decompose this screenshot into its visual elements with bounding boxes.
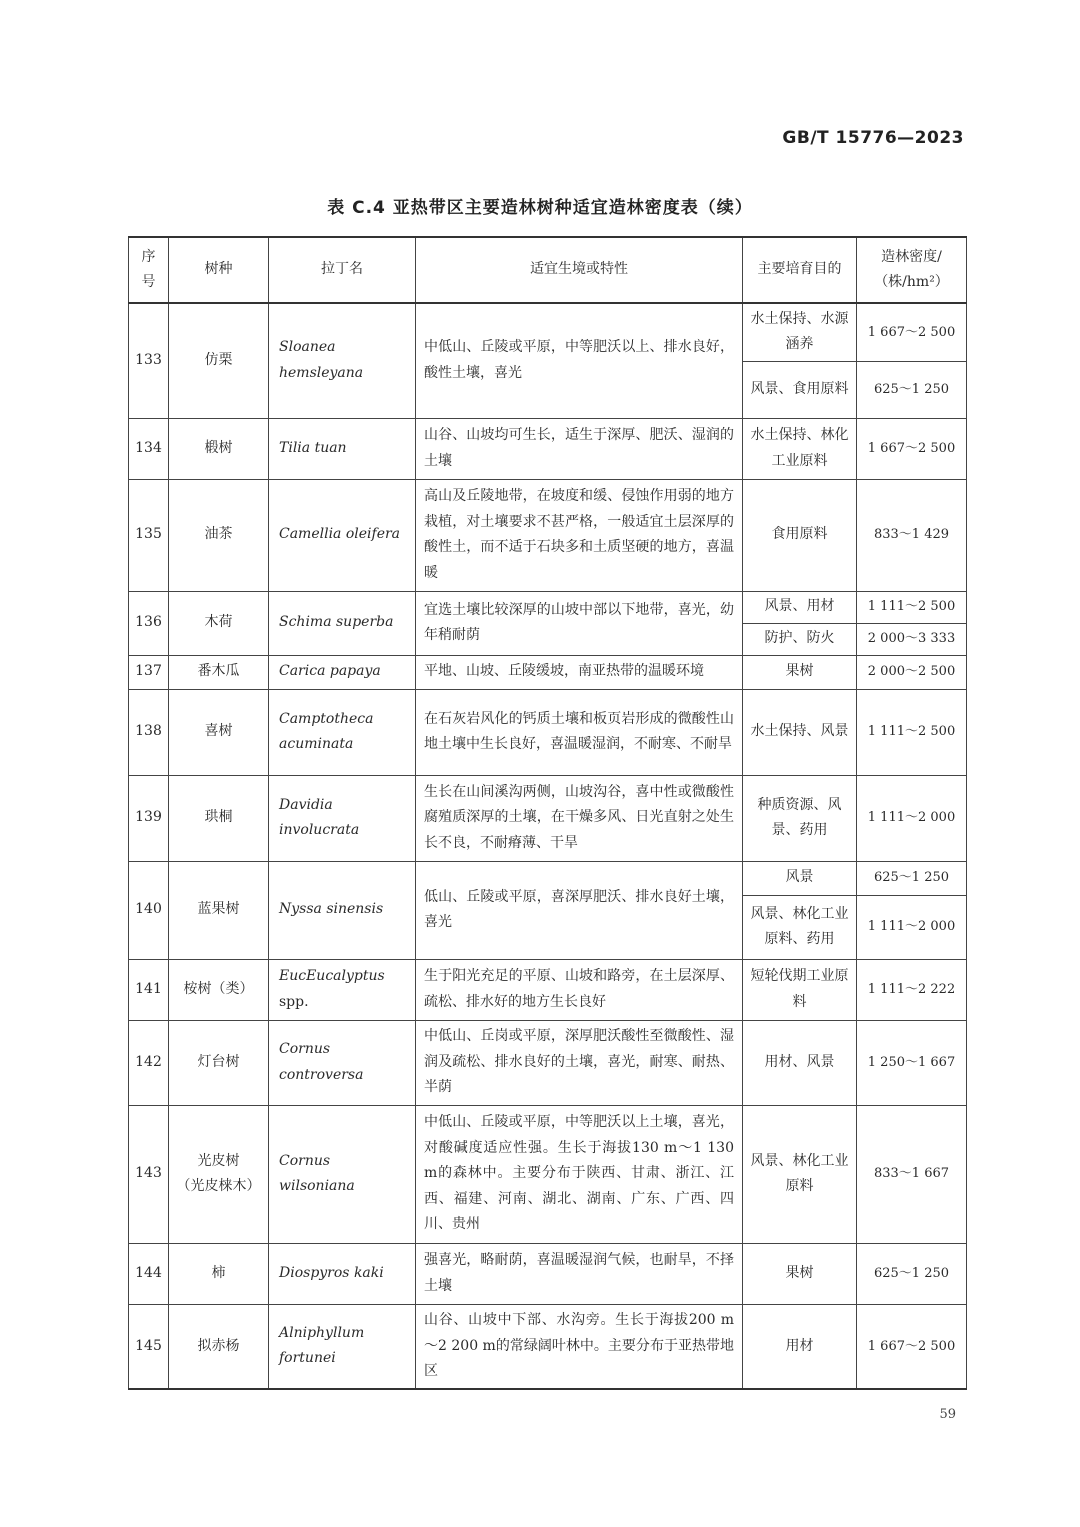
row-purpose: 防护、防火 bbox=[743, 623, 857, 655]
row-purpose: 水土保持、风景 bbox=[743, 689, 857, 775]
row-latin: Cornus controversa bbox=[269, 1020, 416, 1105]
row-species: 柿 bbox=[169, 1243, 269, 1304]
row-latin: Carica papaya bbox=[269, 655, 416, 689]
table-row bbox=[129, 591, 967, 623]
row-habitat: 山谷、山坡均可生长，适生于深厚、肥沃、湿润的土壤 bbox=[416, 418, 743, 479]
row-latin: Nyssa sinensis bbox=[269, 861, 416, 959]
latin-genus: EucEucalyptus bbox=[279, 968, 385, 984]
row-no: 144 bbox=[129, 1243, 169, 1304]
row-no: 137 bbox=[129, 655, 169, 689]
row-density: 1 111～2 000 bbox=[857, 775, 967, 861]
table-row bbox=[129, 418, 967, 479]
col-header-purpose: 主要培育目的 bbox=[743, 237, 857, 303]
row-density: 2 000～2 500 bbox=[857, 655, 967, 689]
row-density: 1 250～1 667 bbox=[857, 1020, 967, 1105]
species-name: 光皮树 bbox=[197, 1152, 240, 1169]
row-no: 134 bbox=[129, 418, 169, 479]
row-latin: Tilia tuan bbox=[269, 418, 416, 479]
col-header-latin: 拉丁名 bbox=[269, 237, 416, 303]
row-purpose: 食用原料 bbox=[743, 479, 857, 591]
row-purpose: 风景、林化工业原料、药用 bbox=[743, 895, 857, 959]
row-no: 135 bbox=[129, 479, 169, 591]
row-density: 833～1 429 bbox=[857, 479, 967, 591]
col-header-habitat: 适宜生境或特性 bbox=[416, 237, 743, 303]
row-purpose: 水土保持、水源涵养 bbox=[743, 303, 857, 361]
col-header-density-line1: 造林密度/ bbox=[881, 248, 942, 265]
row-no: 143 bbox=[129, 1105, 169, 1243]
row-habitat: 中低山、丘岗或平原，深厚肥沃酸性至微酸性、湿润及疏松、排水良好的土壤，喜光，耐寒、耐热、半荫 bbox=[416, 1020, 743, 1105]
table-row bbox=[129, 861, 967, 895]
col-header-density-line2: （株/hm²） bbox=[874, 274, 949, 290]
row-latin: Camptotheca acuminata bbox=[269, 689, 416, 775]
row-purpose: 用材、风景 bbox=[743, 1020, 857, 1105]
species-alias: （光皮梾木） bbox=[176, 1178, 261, 1194]
row-species: 珙桐 bbox=[169, 775, 269, 861]
col-header-no: 序号 bbox=[129, 237, 169, 303]
row-species: 椴树 bbox=[169, 418, 269, 479]
latin-spp: spp. bbox=[279, 993, 309, 1010]
row-no: 145 bbox=[129, 1304, 169, 1389]
row-species: 喜树 bbox=[169, 689, 269, 775]
row-no: 133 bbox=[129, 303, 169, 418]
row-latin: Sloanea hemsleyana bbox=[269, 303, 416, 418]
row-purpose: 风景、用材 bbox=[743, 591, 857, 623]
row-density: 1 111～2 500 bbox=[857, 591, 967, 623]
row-purpose: 风景、食用原料 bbox=[743, 361, 857, 418]
table-row bbox=[129, 1105, 967, 1243]
row-latin: Davidia involucrata bbox=[269, 775, 416, 861]
row-species: 油茶 bbox=[169, 479, 269, 591]
row-density: 1 667～2 500 bbox=[857, 1304, 967, 1389]
row-habitat: 生长在山间溪沟两侧，山坡沟谷，喜中性或微酸性腐殖质深厚的土壤，在干燥多风、日光直射之处生长不良，不耐瘠薄、干旱 bbox=[416, 775, 743, 861]
table-row bbox=[129, 303, 967, 361]
table-header-row bbox=[129, 237, 967, 303]
row-no: 142 bbox=[129, 1020, 169, 1105]
row-species: 灯台树 bbox=[169, 1020, 269, 1105]
row-species: 桉树（类） bbox=[169, 959, 269, 1020]
table-row bbox=[129, 775, 967, 861]
row-species: 仿栗 bbox=[169, 303, 269, 418]
row-species: 木荷 bbox=[169, 591, 269, 655]
row-density: 625～1 250 bbox=[857, 861, 967, 895]
row-latin: Alniphyllum fortunei bbox=[269, 1304, 416, 1389]
table-row bbox=[129, 1020, 967, 1105]
table-row bbox=[129, 1243, 967, 1304]
table-row bbox=[129, 655, 967, 689]
row-habitat: 平地、山坡、丘陵缓坡，南亚热带的温暖环境 bbox=[416, 655, 743, 689]
row-no: 140 bbox=[129, 861, 169, 959]
row-density: 1 667～2 500 bbox=[857, 303, 967, 361]
row-habitat: 中低山、丘陵或平原，中等肥沃以上、排水良好，酸性土壤，喜光 bbox=[416, 303, 743, 418]
row-habitat: 山谷、山坡中下部、水沟旁。生长于海拔200 m～2 200 m的常绿阔叶林中。主要分布于亚热带地区 bbox=[416, 1304, 743, 1389]
row-no: 136 bbox=[129, 591, 169, 655]
row-density: 1 111～2 500 bbox=[857, 689, 967, 775]
row-purpose: 短轮伐期工业原料 bbox=[743, 959, 857, 1020]
row-latin bbox=[269, 959, 416, 1020]
row-latin: Cornus wilsoniana bbox=[269, 1105, 416, 1243]
standard-code: GB/T 15776—2023 bbox=[782, 128, 964, 148]
row-habitat: 生于阳光充足的平原、山坡和路旁，在土层深厚、疏松、排水好的地方生长良好 bbox=[416, 959, 743, 1020]
afforestation-density-table bbox=[128, 236, 967, 1390]
row-no: 138 bbox=[129, 689, 169, 775]
row-habitat: 中低山、丘陵或平原，中等肥沃以上土壤，喜光，对酸碱度适应性强。生长于海拔130 m～1 130 m的森林中。主要分布于陕西、甘肃、浙江、江西、福建、河南、湖北、湖南、广东、广西、四川、贵州 bbox=[416, 1105, 743, 1243]
row-species: 蓝果树 bbox=[169, 861, 269, 959]
row-habitat: 低山、丘陵或平原，喜深厚肥沃、排水良好土壤，喜光 bbox=[416, 861, 743, 959]
table-row bbox=[129, 479, 967, 591]
row-density: 1 111～2 222 bbox=[857, 959, 967, 1020]
row-density: 625～1 250 bbox=[857, 361, 967, 418]
row-habitat: 强喜光，略耐荫，喜温暖湿润气候，也耐旱，不择土壤 bbox=[416, 1243, 743, 1304]
row-density: 625～1 250 bbox=[857, 1243, 967, 1304]
row-species bbox=[169, 1105, 269, 1243]
row-purpose: 风景 bbox=[743, 861, 857, 895]
row-latin: Camellia oleifera bbox=[269, 479, 416, 591]
table-row bbox=[129, 1304, 967, 1389]
table-caption: 表 C.4 亚热带区主要造林树种适宜造林密度表（续） bbox=[327, 198, 753, 218]
page-number: 59 bbox=[939, 1407, 956, 1422]
row-purpose: 种质资源、风景、药用 bbox=[743, 775, 857, 861]
table-row bbox=[129, 959, 967, 1020]
row-latin: Diospyros kaki bbox=[269, 1243, 416, 1304]
row-purpose: 用材 bbox=[743, 1304, 857, 1389]
table-row bbox=[129, 689, 967, 775]
col-header-species: 树种 bbox=[169, 237, 269, 303]
col-header-density bbox=[857, 237, 967, 303]
row-latin: Schima superba bbox=[269, 591, 416, 655]
row-purpose: 风景、林化工业原料 bbox=[743, 1105, 857, 1243]
row-habitat: 高山及丘陵地带，在坡度和缓、侵蚀作用弱的地方栽植，对土壤要求不甚严格，一般适宜土层深厚的酸性土，而不适于石块多和土质坚硬的地方，喜温暖 bbox=[416, 479, 743, 591]
row-species: 拟赤杨 bbox=[169, 1304, 269, 1389]
row-density: 1 111～2 000 bbox=[857, 895, 967, 959]
row-density: 833～1 667 bbox=[857, 1105, 967, 1243]
row-density: 1 667～2 500 bbox=[857, 418, 967, 479]
row-purpose: 果树 bbox=[743, 655, 857, 689]
row-habitat: 宜选土壤比较深厚的山坡中部以下地带，喜光，幼年稍耐荫 bbox=[416, 591, 743, 655]
row-habitat: 在石灰岩风化的钙质土壤和板页岩形成的微酸性山地土壤中生长良好，喜温暖湿润，不耐寒、不耐旱 bbox=[416, 689, 743, 775]
row-density: 2 000～3 333 bbox=[857, 623, 967, 655]
row-no: 141 bbox=[129, 959, 169, 1020]
row-purpose: 果树 bbox=[743, 1243, 857, 1304]
row-purpose: 水土保持、林化工业原料 bbox=[743, 418, 857, 479]
row-species: 番木瓜 bbox=[169, 655, 269, 689]
row-no: 139 bbox=[129, 775, 169, 861]
